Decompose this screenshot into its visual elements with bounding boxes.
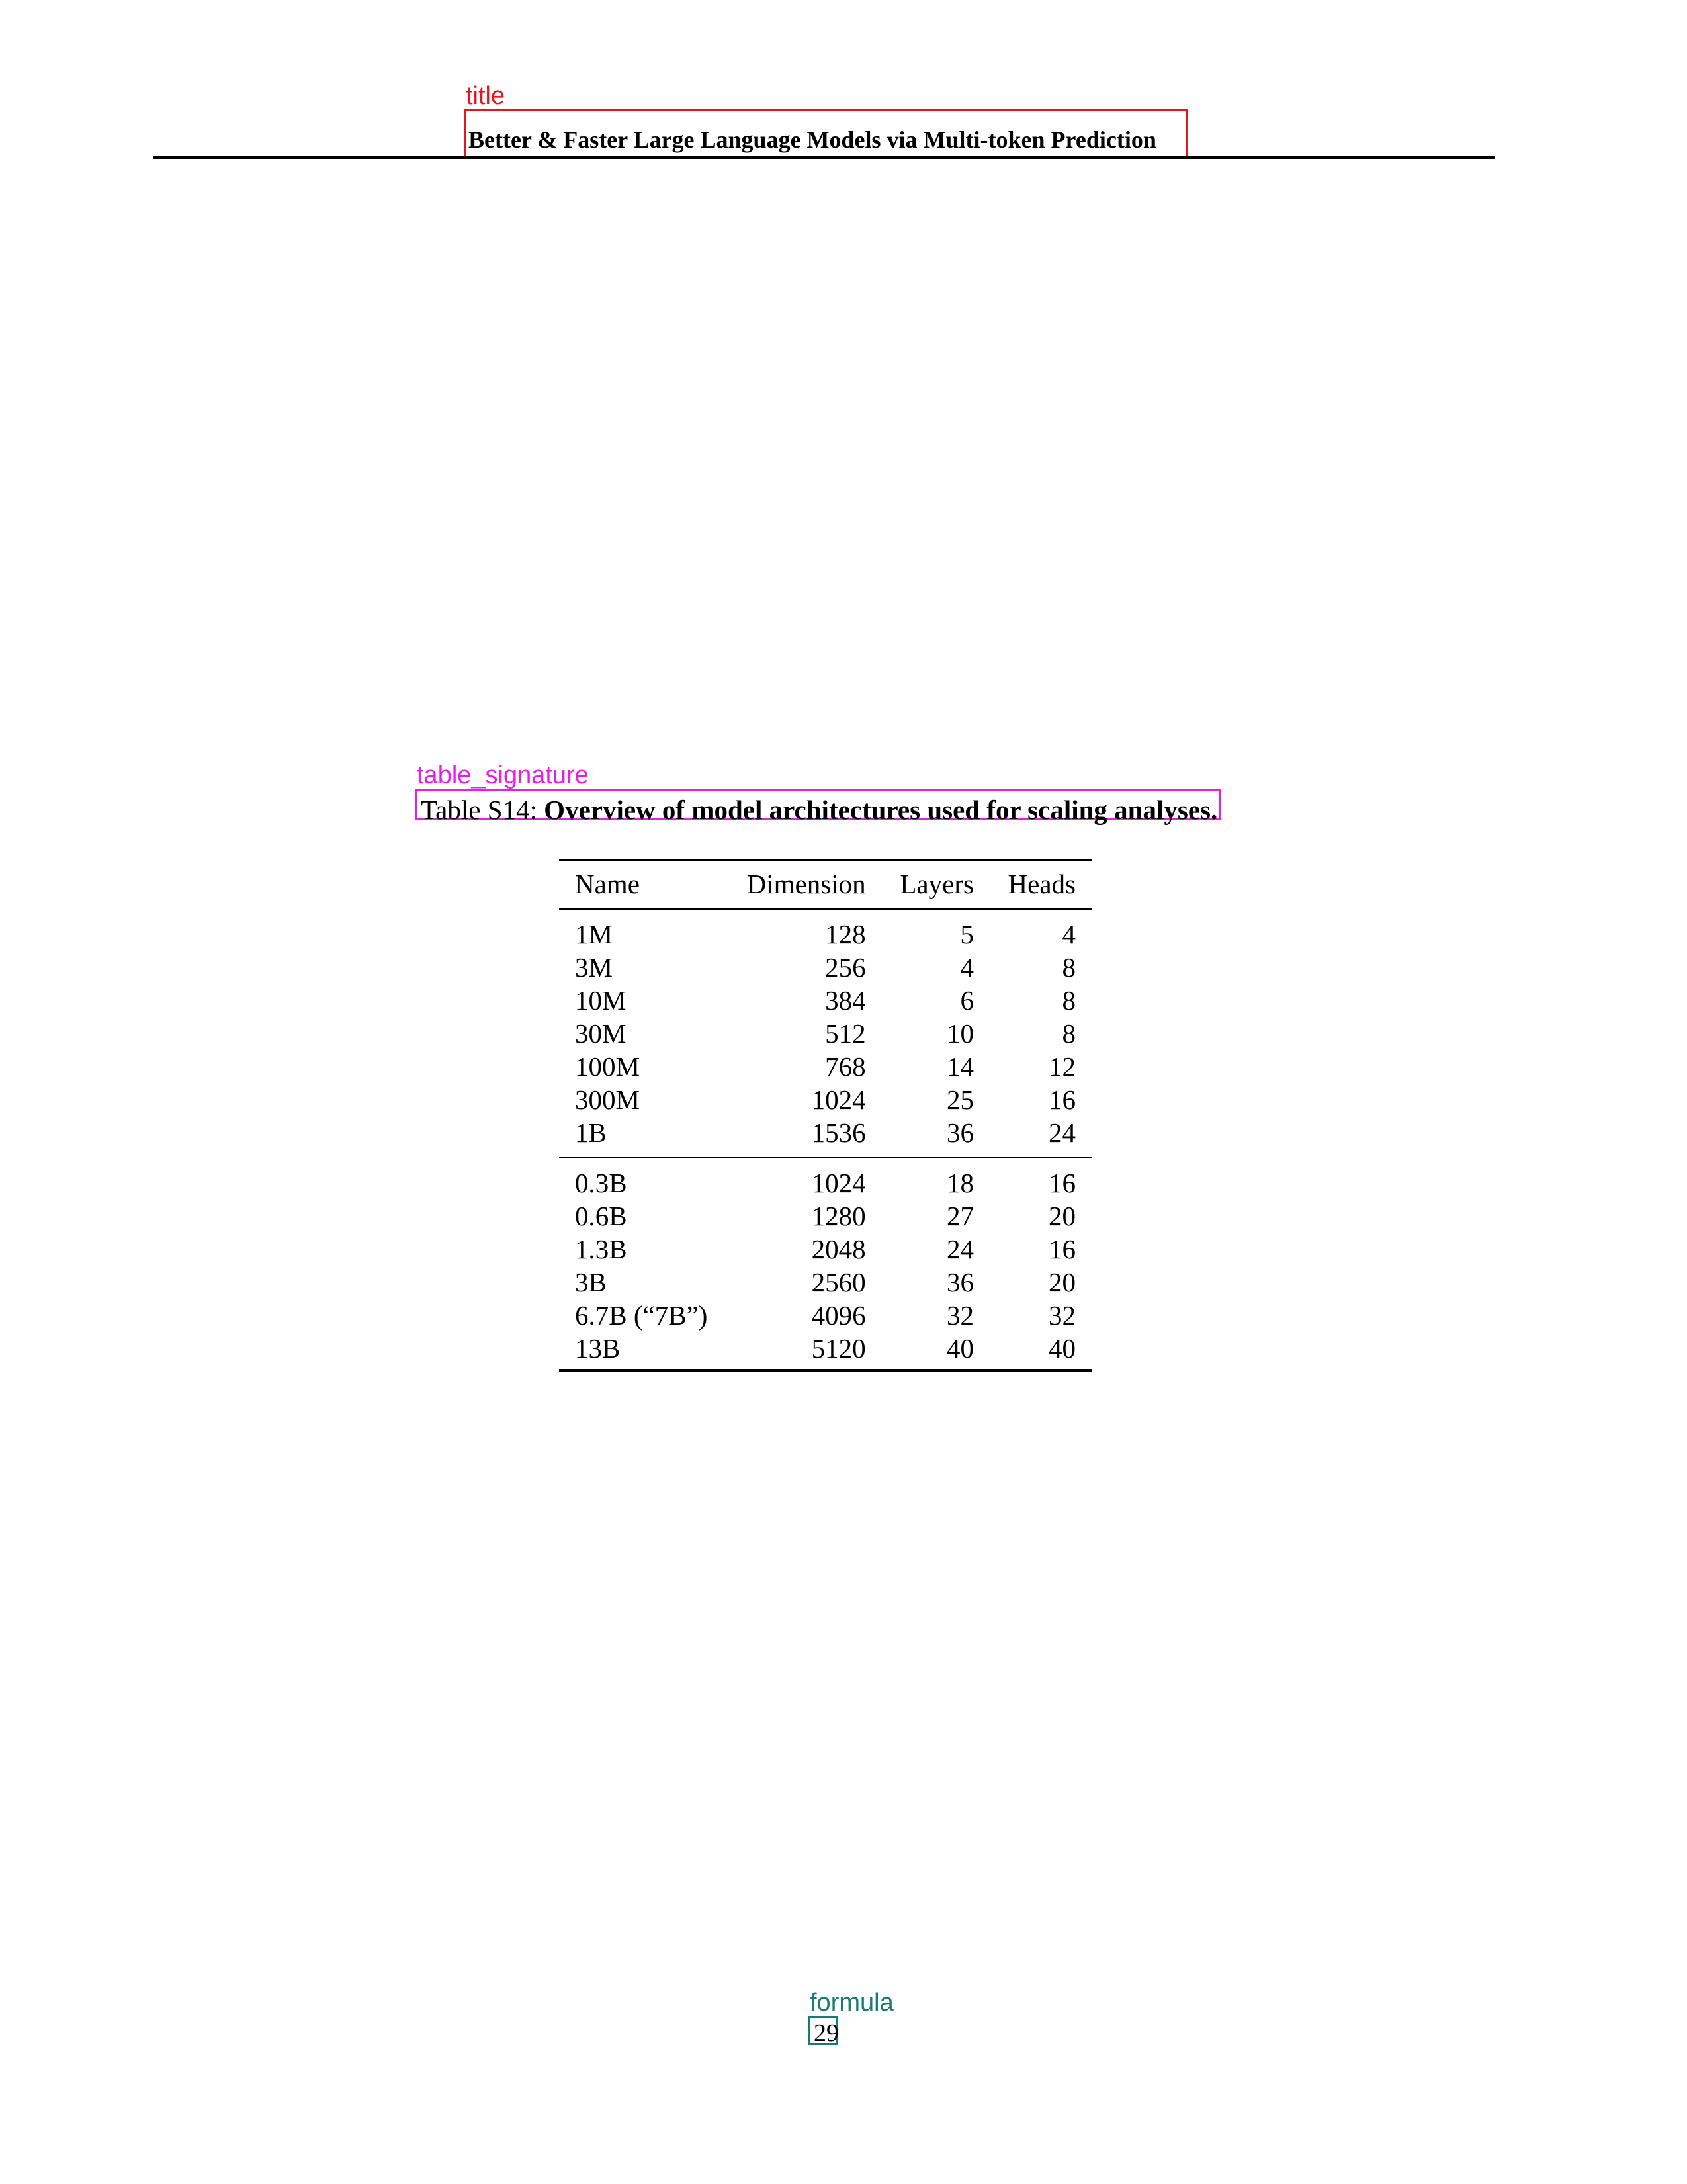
column-header: Name (575, 869, 640, 899)
page-number: 29 (814, 2019, 839, 2047)
cell-dimension: 5120 (811, 1333, 866, 1364)
cell-layers: 24 (946, 1234, 974, 1264)
cell-name: 3M (575, 952, 613, 983)
cell-layers: 18 (946, 1168, 974, 1198)
cell-dimension: 128 (825, 919, 866, 949)
cell-name: 1.3B (575, 1234, 627, 1264)
table-caption-title: Overview of model architectures used for scaling analyses. (544, 795, 1218, 825)
table-group-large-models (559, 1158, 1092, 1370)
cell-layers: 40 (946, 1333, 974, 1364)
table-row (559, 1332, 1092, 1370)
table-caption (421, 794, 1217, 826)
table-row (559, 1050, 1092, 1083)
title-annotation-label: title (466, 82, 505, 110)
table-row (559, 1266, 1092, 1299)
table-group-small-models (559, 909, 1092, 1158)
cell-layers: 27 (946, 1201, 974, 1231)
cell-heads: 12 (1049, 1051, 1076, 1082)
cell-name: 3B (575, 1267, 607, 1297)
running-title: Better & Faster Large Language Models via Multi-token Prediction (468, 126, 1156, 153)
cell-dimension: 1536 (811, 1117, 866, 1148)
cell-name: 100M (575, 1051, 640, 1082)
cell-layers: 14 (946, 1051, 974, 1082)
cell-layers: 36 (946, 1267, 974, 1297)
architecture-table (559, 859, 1092, 1372)
cell-layers: 5 (960, 919, 974, 949)
table-row (559, 909, 1092, 951)
table-header-row (559, 860, 1092, 909)
table-caption-prefix: Table S14: (421, 795, 537, 825)
cell-dimension: 4096 (811, 1300, 866, 1331)
cell-dimension: 1280 (811, 1201, 866, 1231)
cell-heads: 20 (1049, 1201, 1076, 1231)
column-header: Layers (900, 869, 974, 899)
cell-name: 10M (575, 985, 627, 1016)
cell-dimension: 512 (825, 1018, 866, 1049)
cell-layers: 32 (946, 1300, 974, 1331)
table-row (559, 951, 1092, 984)
table-row (559, 1017, 1092, 1050)
cell-heads: 8 (1062, 952, 1076, 983)
table-row (559, 1116, 1092, 1158)
table-row (559, 1233, 1092, 1266)
cell-name: 300M (575, 1084, 640, 1115)
cell-name: 1M (575, 919, 613, 949)
cell-heads: 4 (1062, 919, 1076, 949)
header-rule (153, 156, 1495, 159)
table-row (559, 1083, 1092, 1116)
cell-dimension: 1024 (811, 1084, 866, 1115)
cell-layers: 10 (946, 1018, 974, 1049)
cell-layers: 36 (946, 1117, 974, 1148)
cell-heads: 40 (1049, 1333, 1076, 1364)
cell-name: 0.3B (575, 1168, 627, 1198)
cell-name: 0.6B (575, 1201, 627, 1231)
table-row (559, 1200, 1092, 1233)
table-row (559, 1158, 1092, 1200)
cell-dimension: 384 (825, 985, 866, 1016)
table-row (559, 984, 1092, 1017)
cell-heads: 24 (1049, 1117, 1076, 1148)
cell-heads: 20 (1049, 1267, 1076, 1297)
cell-heads: 32 (1049, 1300, 1076, 1331)
cell-dimension: 256 (825, 952, 866, 983)
column-header: Heads (1008, 869, 1076, 899)
formula-annotation-label: formula (810, 1989, 894, 2017)
cell-heads: 16 (1049, 1234, 1076, 1264)
cell-dimension: 2560 (811, 1267, 866, 1297)
cell-name: 13B (575, 1333, 621, 1364)
column-header: Dimension (746, 869, 866, 899)
cell-dimension: 1024 (811, 1168, 866, 1198)
cell-dimension: 2048 (811, 1234, 866, 1264)
cell-heads: 8 (1062, 985, 1076, 1016)
cell-heads: 16 (1049, 1084, 1076, 1115)
cell-name: 30M (575, 1018, 627, 1049)
cell-name: 1B (575, 1117, 607, 1148)
cell-layers: 25 (946, 1084, 974, 1115)
cell-heads: 16 (1049, 1168, 1076, 1198)
table-annotation-label: table_signature (417, 762, 589, 789)
cell-dimension: 768 (825, 1051, 866, 1082)
cell-name: 6.7B (“7B”) (575, 1300, 708, 1331)
cell-heads: 8 (1062, 1018, 1076, 1049)
cell-layers: 6 (960, 985, 974, 1016)
cell-layers: 4 (960, 952, 974, 983)
table-row (559, 1299, 1092, 1332)
